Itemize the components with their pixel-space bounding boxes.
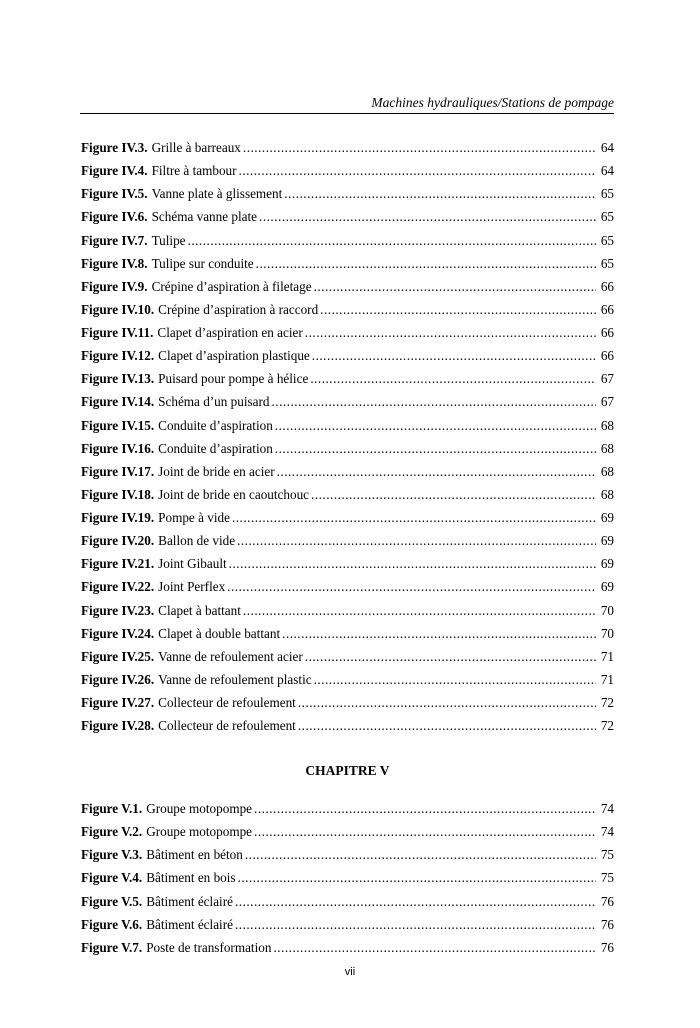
toc-entry [81, 159, 614, 182]
figure-label: Figure IV.26. [81, 671, 155, 687]
page-ref: 70 [600, 625, 614, 641]
page-ref: 64 [600, 140, 614, 155]
dot-leader [314, 275, 596, 298]
toc-entry [81, 552, 614, 575]
dot-leader [239, 159, 596, 182]
page-ref: 71 [600, 671, 614, 687]
dot-leader [243, 599, 596, 622]
page-ref: 69 [600, 579, 614, 595]
page-ref: 68 [600, 486, 614, 502]
toc-entry [81, 321, 614, 344]
dot-leader [273, 936, 596, 959]
page-ref: 65 [600, 209, 614, 225]
dot-leader [254, 820, 596, 843]
page-ref: 75 [600, 847, 614, 863]
figure-label: Figure IV.3. [81, 140, 148, 155]
figure-label: Figure IV.14. [81, 394, 155, 410]
figure-title: Bâtiment en bois [146, 870, 236, 886]
page-ref: 74 [600, 824, 614, 840]
figure-list-chapter-iv [81, 136, 614, 737]
figure-label: Figure IV.13. [81, 371, 155, 387]
figure-label: Figure IV.20. [81, 533, 155, 549]
figure-title: Pompe à vide [158, 510, 230, 525]
figure-label: Figure IV.24. [81, 625, 155, 641]
figure-label: Figure IV.11. [81, 325, 154, 340]
dot-leader [305, 321, 596, 344]
figure-label: Figure V.4. [81, 870, 143, 886]
figure-title: Vanne plate à glissement [151, 186, 283, 202]
page-ref: 71 [600, 648, 614, 664]
dot-leader [256, 252, 596, 275]
dot-leader [227, 575, 596, 598]
dot-leader [275, 414, 596, 437]
running-header: Machines hydrauliques/Stations de pompage [80, 95, 614, 114]
page-ref: 67 [600, 394, 614, 410]
page-ref: 74 [600, 801, 614, 816]
dot-leader [188, 229, 596, 252]
figure-title: Groupe motopompe [146, 801, 253, 816]
figure-label: Figure IV.9. [81, 278, 148, 294]
figure-label: Figure IV.10. [81, 301, 155, 317]
figure-title: Crépine d’aspiration à filetage [151, 278, 312, 294]
figure-title: Clapet à battant [158, 602, 241, 618]
dot-leader [259, 205, 596, 228]
page-ref: 69 [600, 533, 614, 549]
dot-leader [245, 843, 596, 866]
figure-title: Tulipe sur conduite [151, 255, 254, 271]
figure-title: Joint de bride en acier [158, 463, 275, 479]
toc-entry [81, 575, 614, 598]
dot-leader [312, 344, 596, 367]
figure-title: Collecteur de refoulement [158, 695, 296, 710]
figure-title: Filtre à tambour [151, 163, 237, 179]
dot-leader [272, 390, 597, 413]
page-ref: 69 [600, 510, 614, 525]
figure-title: Clapet à double battant [158, 625, 281, 641]
toc-entry [81, 182, 614, 205]
toc-entry [81, 367, 614, 390]
figure-title: Joint Gibault [158, 556, 227, 572]
figure-title: Crépine d’aspiration à raccord [158, 301, 319, 317]
figure-title: Bâtiment éclairé [146, 916, 233, 932]
toc-entry [81, 843, 614, 866]
figure-title: Schéma d’un puisard [158, 394, 270, 410]
figure-label: Figure IV.12. [81, 348, 155, 364]
toc-entry [81, 437, 614, 460]
toc-entry [81, 668, 614, 691]
toc-entry [81, 691, 614, 714]
toc-entry [81, 275, 614, 298]
page-ref: 66 [600, 301, 614, 317]
figure-title: Bâtiment éclairé [146, 893, 233, 909]
figure-title: Joint de bride en caoutchouc [158, 486, 310, 502]
page-ref: 65 [600, 186, 614, 202]
figure-title: Grille à barreaux [151, 140, 241, 155]
figure-label: Figure IV.19. [81, 510, 155, 525]
figure-label: Figure IV.25. [81, 648, 155, 664]
figure-label: Figure V.3. [81, 847, 143, 863]
figure-title: Tulipe [151, 232, 186, 248]
page-ref: 76 [600, 939, 614, 955]
dot-leader [229, 552, 596, 575]
figure-title: Conduite d’aspiration [158, 440, 273, 456]
dot-leader [232, 506, 596, 529]
figure-label: Figure IV.27. [81, 695, 155, 710]
figure-label: Figure IV.8. [81, 255, 148, 271]
dot-leader [237, 529, 596, 552]
figure-title: Conduite d’aspiration [158, 417, 273, 433]
figure-label: Figure IV.16. [81, 440, 155, 456]
page-ref: 65 [600, 255, 614, 271]
figure-list-chapter-v [81, 797, 614, 959]
toc-entry [81, 298, 614, 321]
figure-label: Figure IV.7. [81, 232, 148, 248]
page-ref: 66 [600, 325, 614, 340]
dot-leader [243, 136, 596, 159]
figure-title: Clapet d’aspiration en acier [157, 325, 303, 340]
page-number: vii [344, 966, 356, 978]
page-ref: 76 [600, 916, 614, 932]
dot-leader [305, 645, 596, 668]
page-ref: 64 [600, 163, 614, 179]
page-ref: 75 [600, 870, 614, 886]
toc-entry [81, 483, 614, 506]
figure-title: Clapet d’aspiration plastique [158, 348, 310, 364]
figure-label: Figure V.2. [81, 824, 143, 840]
page-ref: 68 [600, 417, 614, 433]
dot-leader [282, 622, 596, 645]
dot-leader [235, 890, 596, 913]
figure-label: Figure IV.6. [81, 209, 148, 225]
toc-entry [81, 866, 614, 889]
figure-title: Schéma vanne plate [151, 209, 258, 225]
page-ref: 70 [600, 602, 614, 618]
toc-entry [81, 460, 614, 483]
toc-entry [81, 820, 614, 843]
dot-leader [311, 483, 596, 506]
toc-entry [81, 622, 614, 645]
figure-label: Figure V.7. [81, 939, 143, 955]
dot-leader [277, 460, 596, 483]
toc-entry [81, 714, 614, 737]
page-ref: 67 [600, 371, 614, 387]
figure-label: Figure IV.21. [81, 556, 155, 572]
chapter-heading: CHAPITRE V [305, 763, 390, 778]
figure-label: Figure IV.22. [81, 579, 155, 595]
figure-label: Figure IV.15. [81, 417, 155, 433]
figure-title: Vanne de refoulement plastic [158, 671, 312, 687]
toc-entry [81, 529, 614, 552]
toc-entry [81, 890, 614, 913]
toc-entry [81, 205, 614, 228]
figure-title: Vanne de refoulement acier [158, 648, 303, 664]
toc-entry [81, 390, 614, 413]
toc-entry [81, 599, 614, 622]
toc-entry [81, 936, 614, 959]
page-ref: 65 [600, 232, 614, 248]
figure-label: Figure IV.23. [81, 602, 155, 618]
toc-entry [81, 645, 614, 668]
dot-leader [310, 367, 596, 390]
toc-entry [81, 252, 614, 275]
figure-label: Figure IV.5. [81, 186, 148, 202]
page-ref: 76 [600, 893, 614, 909]
figure-title: Joint Perflex [158, 579, 226, 595]
toc-entry [81, 344, 614, 367]
figure-label: Figure V.6. [81, 916, 143, 932]
toc-entry [81, 797, 614, 820]
page-ref: 68 [600, 440, 614, 456]
figure-title: Puisard pour pompe à hélice [158, 371, 309, 387]
dot-leader [284, 182, 596, 205]
figure-label: Figure IV.18. [81, 486, 155, 502]
figure-label: Figure IV.4. [81, 163, 148, 179]
page-ref: 66 [600, 278, 614, 294]
dot-leader [320, 298, 596, 321]
figure-label: Figure IV.17. [81, 463, 155, 479]
dot-leader [298, 691, 596, 714]
figure-title: Ballon de vide [158, 533, 236, 549]
page-ref: 68 [600, 463, 614, 479]
page-ref: 72 [600, 695, 614, 710]
dot-leader [235, 913, 596, 936]
toc-entry [81, 229, 614, 252]
figure-title: Poste de transformation [146, 939, 272, 955]
dot-leader [254, 797, 596, 820]
toc-entry [81, 913, 614, 936]
page-ref: 72 [600, 718, 614, 734]
page-ref: 66 [600, 348, 614, 364]
dot-leader [275, 437, 596, 460]
toc-entry [81, 506, 614, 529]
figure-label: Figure V.1. [81, 801, 143, 816]
toc-entry [81, 136, 614, 159]
figure-label: Figure V.5. [81, 893, 143, 909]
dot-leader [238, 866, 596, 889]
dot-leader [314, 668, 596, 691]
figure-title: Groupe motopompe [146, 824, 253, 840]
dot-leader [298, 714, 596, 737]
page-ref: 69 [600, 556, 614, 572]
figure-title: Bâtiment en béton [146, 847, 243, 863]
figure-label: Figure IV.28. [81, 718, 155, 734]
figure-title: Collecteur de refoulement [158, 718, 296, 734]
toc-entry [81, 414, 614, 437]
